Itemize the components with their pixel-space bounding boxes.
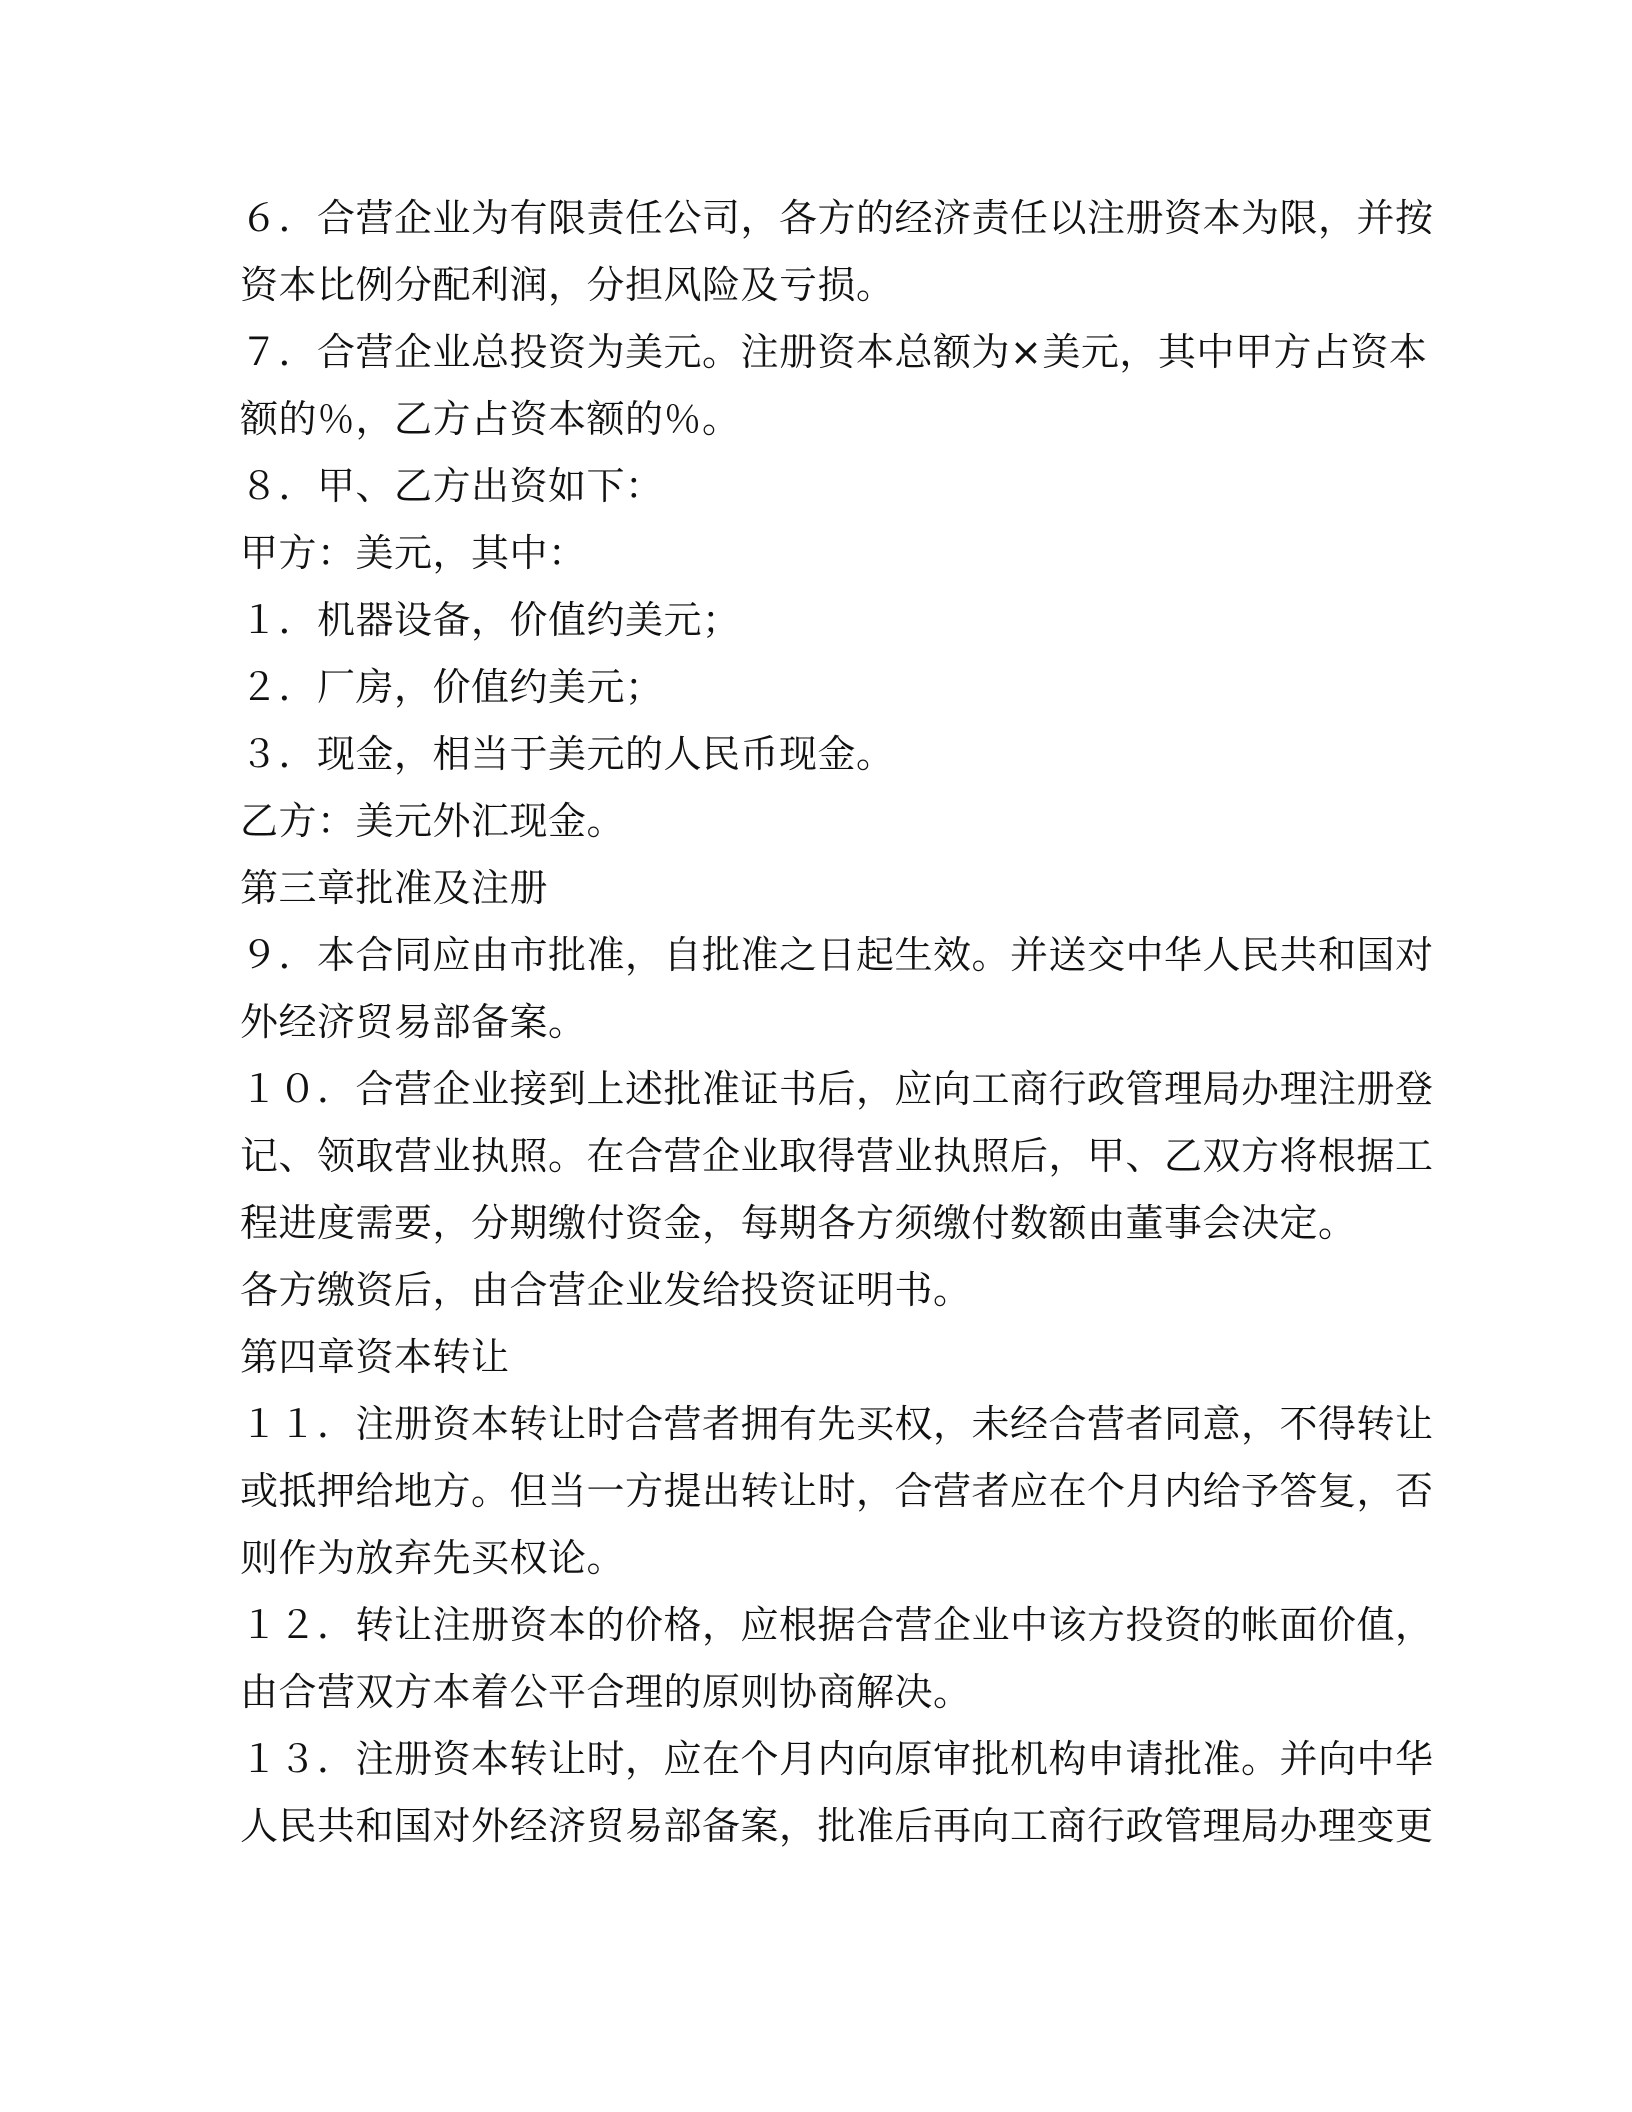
text-line: 资本比例分配利润，分担风险及亏损。	[240, 263, 895, 307]
text-line: １．机器设备，价值约美元；	[240, 598, 741, 642]
text-line: 则作为放弃先买权论。	[240, 1536, 626, 1580]
text-line: 乙方：美元外汇现金。	[240, 799, 626, 843]
text-line: ２．厂房，价值约美元；	[240, 665, 664, 709]
text-line: 外经济贸易部备案。	[240, 1000, 587, 1044]
text-line: １０．合营企业接到上述批准证书后，应向工商行政管理局办理注册登	[240, 1067, 1434, 1111]
text-line: 记、领取营业执照。在合营企业取得营业执照后，甲、乙双方将根据工	[240, 1134, 1434, 1178]
text-line: １１．注册资本转让时合营者拥有先买权，未经合营者同意，不得转让	[240, 1402, 1434, 1446]
text-line: ６．合营企业为有限责任公司，各方的经济责任以注册资本为限，并按	[240, 196, 1434, 240]
text-line: 人民共和国对外经济贸易部备案，批准后再向工商行政管理局办理变更	[240, 1804, 1434, 1848]
text-line: １３．注册资本转让时，应在个月内向原审批机构申请批准。并向中华	[240, 1737, 1434, 1781]
text-line: ３．现金，相当于美元的人民币现金。	[240, 732, 895, 776]
text-line: 各方缴资后，由合营企业发给投资证明书。	[240, 1268, 972, 1312]
text-line: 额的％，乙方占资本额的％。	[240, 397, 741, 441]
document-page	[240, 185, 1434, 1860]
text-line: １２．转让注册资本的价格，应根据合营企业中该方投资的帐面价值，	[240, 1603, 1434, 1647]
text-line: ７．合营企业总投资为美元。注册资本总额为×美元，其中甲方占资本	[240, 330, 1428, 374]
text-line: ８．甲、乙方出资如下：	[240, 464, 664, 508]
chapter-heading: 第四章资本转让	[240, 1335, 510, 1379]
text-line: 程进度需要，分期缴付资金，每期各方须缴付数额由董事会决定。	[240, 1201, 1357, 1245]
text-line: 甲方：美元，其中：	[240, 531, 587, 575]
text-line: 由合营双方本着公平合理的原则协商解决。	[240, 1670, 972, 1714]
text-line: ９．本合同应由市批准，自批准之日起生效。并送交中华人民共和国对	[240, 933, 1434, 977]
text-line: 或抵押给地方。但当一方提出转让时，合营者应在个月内给予答复，否	[240, 1469, 1434, 1513]
chapter-heading: 第三章批准及注册	[240, 866, 549, 910]
